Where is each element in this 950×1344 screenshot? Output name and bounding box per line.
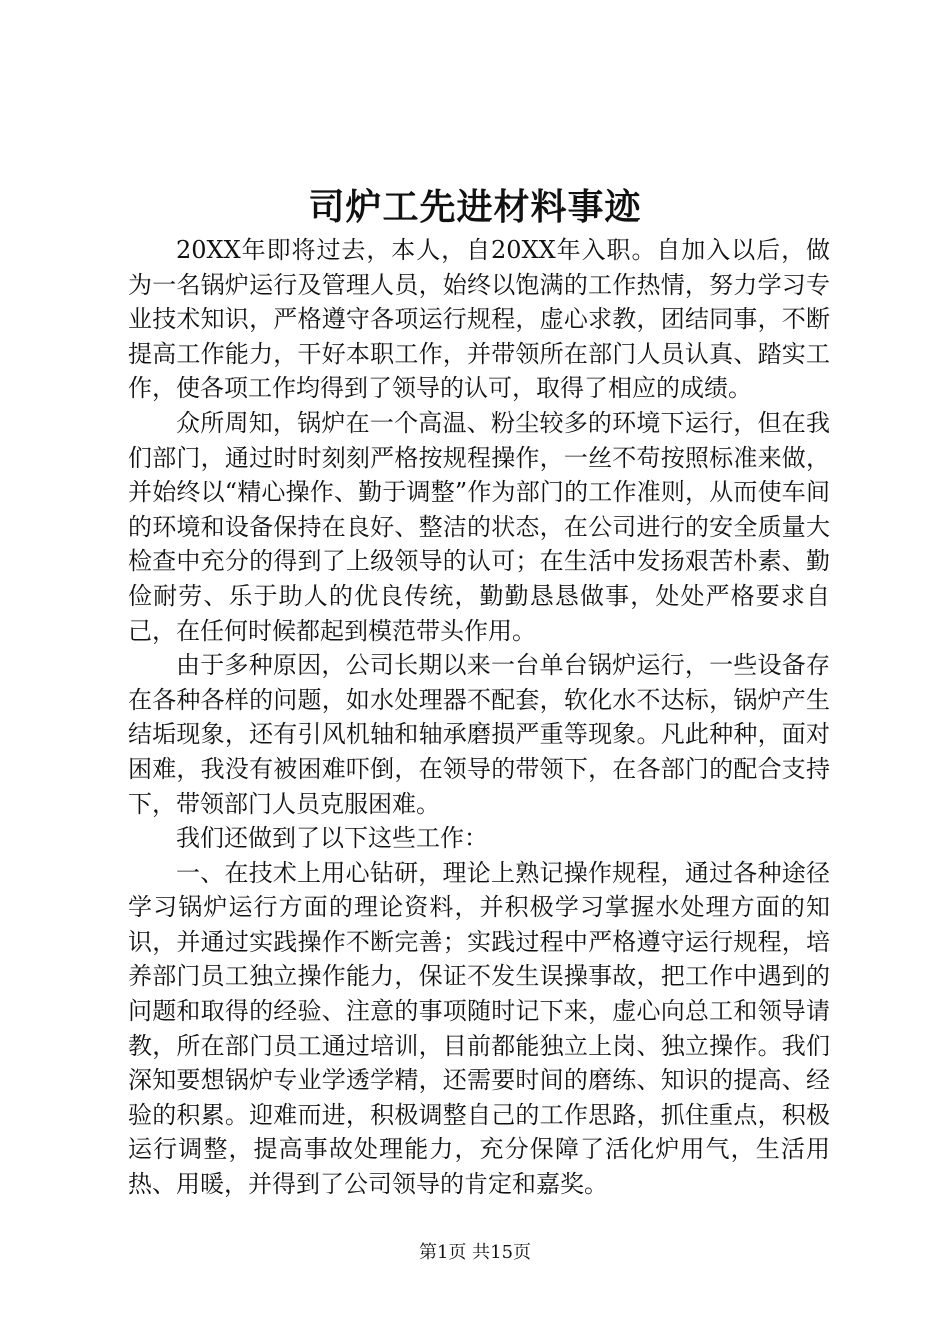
paragraph-1: 20XX年即将过去，本人，自20XX年入职。自加入以后，做为一名锅炉运行及管理人员，始终以饱满的工作热情，努力学习专业技术知识，严格遵守各项运行规程，虚心求教，团结同事，不断提高工作能力，干好本职工作，并带领所在部门人员认真、踏实工作，使各项工作均得到了领导的认可，取得了相应的成绩。 — [128, 236, 830, 403]
paragraph-5: 一、在技术上用心钻研，理论上熟记操作规程，通过各种途径学习锅炉运行方面的理论资料，并积极学习掌握水处理方面的知识，并通过实践操作不断完善；实践过程中严格遵守运行规程，培养部门员工独立操作能力，保证不发生误操事故，把工作中遇到的问题和取得的经验、注意的事项随时记下来，虚心向总工和领导请教，所在部门员工通过培训，目前都能独立上岗、独立操作。我们深知要想锅炉专业学透学精，还需要时间的磨练、知识的提高、经验的积累。迎难而进，积极调整自己的工作思路，抓住重点，积极运行调整，提高事故处理能力，充分保障了活化炉用气，生活用热、用暖，并得到了公司领导的肯定和嘉奖。 — [128, 858, 830, 1199]
paragraph-4: 我们还做到了以下这些工作： — [176, 824, 488, 853]
document-title: 司炉工先进材料事迹 — [308, 186, 642, 228]
page-number-footer: 第1页 共15页 — [418, 1242, 532, 1263]
paragraph-2: 众所周知，锅炉在一个高温、粉尘较多的环境下运行，但在我们部门，通过时时刻刻严格按规程操作，一丝不苟按照标准来做，并始终以“精心操作、勤于调整”作为部门的工作准则，从而使车间的环境和设备保持在良好、整洁的状态，在公司进行的安全质量大检查中充分的得到了上级领导的认可；在生活中发扬艰苦朴素、勤俭耐劳、乐于助人的优良传统，勤勤恳恳做事，处处严格要求自己，在任何时候都起到模范带头作用。 — [128, 408, 830, 645]
document-body — [128, 233, 830, 1202]
paragraph-3: 由于多种原因，公司长期以来一台单台锅炉运行，一些设备存在各种各样的问题，如水处理器不配套，软化水不达标，锅炉产生结垢现象，还有引风机轴和轴承磨损严重等现象。凡此种种，面对困难，我没有被困难吓倒，在领导的带领下，在各部门的配合支持下，带领部门人员克服困难。 — [128, 651, 830, 818]
